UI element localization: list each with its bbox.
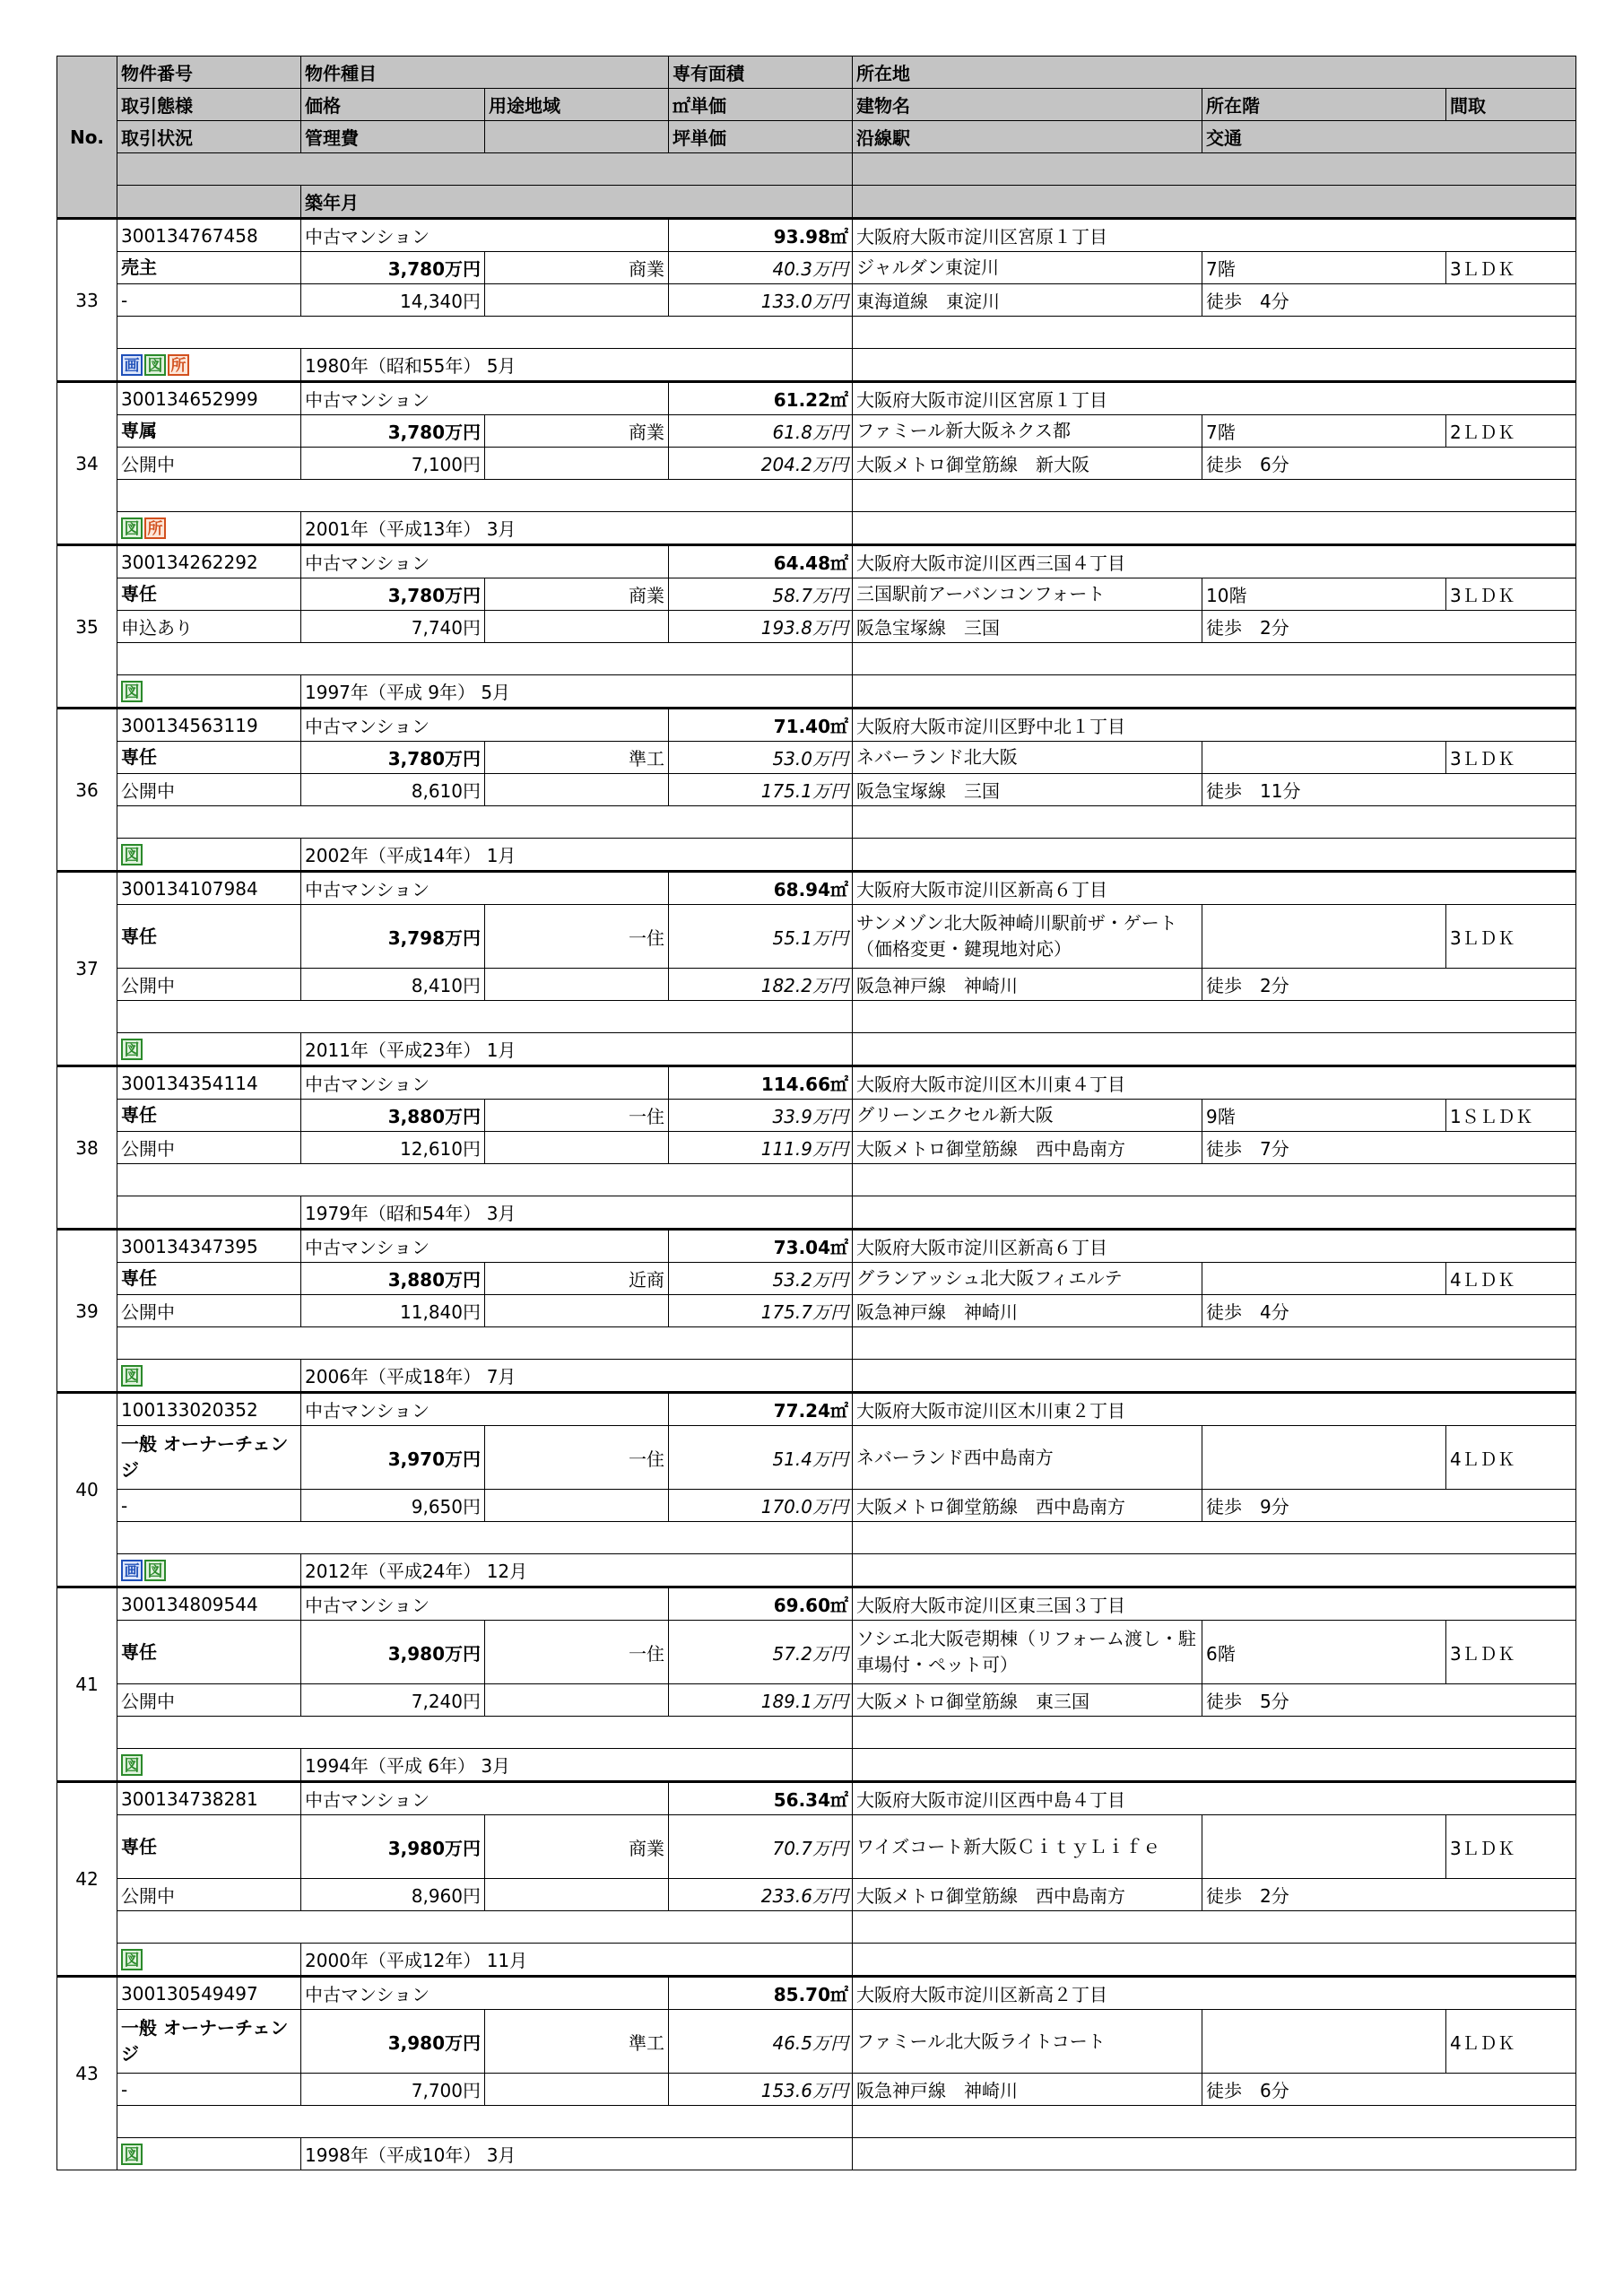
zoning: 近商 [485, 1263, 669, 1295]
price: 3,980万円 [301, 2010, 485, 2074]
address: 大阪府大阪市淀川区新高６丁目 [853, 872, 1576, 905]
header-bukken-shumoku: 物件種目 [301, 57, 669, 89]
transaction-type: 専属 [117, 415, 301, 448]
access: 徒歩 6分 [1202, 448, 1576, 480]
property-row-group [57, 545, 1576, 709]
transaction-type: 一般 オーナーチェンジ [117, 2010, 301, 2074]
station-line: 阪急神戸線 神崎川 [853, 1295, 1202, 1327]
property-id: 300134354114 [117, 1066, 301, 1100]
transaction-status: 公開中 [117, 969, 301, 1001]
address: 大阪府大阪市淀川区新高６丁目 [853, 1230, 1576, 1263]
floor-area: 114.66㎡ [669, 1066, 853, 1100]
attachment-icons [117, 839, 301, 872]
management-fee: 11,840円 [301, 1295, 485, 1327]
header-m2-tanka: ㎡単価 [669, 89, 853, 121]
header-kanrihi: 管理費 [301, 121, 485, 153]
row-number: 42 [57, 1782, 117, 1977]
price-per-m2: 53.2万円 [669, 1263, 853, 1295]
price-per-m2: 70.7万円 [669, 1815, 853, 1879]
attachment-icons [117, 349, 301, 382]
building-name: ワイズコート新大阪ＣｉｔｙＬｉｆｅ [853, 1815, 1202, 1879]
price-per-m2: 58.7万円 [669, 578, 853, 611]
building-name: グリーンエクセル新大阪 [853, 1100, 1202, 1132]
floor-plan: 3ＬＤＫ [1446, 578, 1576, 611]
floor-area: 68.94㎡ [669, 872, 853, 905]
management-fee: 8,410円 [301, 969, 485, 1001]
built-date: 1997年（平成 9年） 5月 [301, 675, 853, 709]
address: 大阪府大阪市淀川区宮原１丁目 [853, 382, 1576, 415]
transaction-type: 専任 [117, 1815, 301, 1879]
floorplan-icon[interactable]: 図 [121, 1365, 143, 1387]
attachment-icons [117, 1944, 301, 1977]
management-fee: 9,650円 [301, 1490, 485, 1522]
property-id: 300134809544 [117, 1587, 301, 1621]
property-listing-table [56, 56, 1576, 2170]
property-row-group [57, 1977, 1576, 2170]
building-name: 三国駅前アーバンコンフォート [853, 578, 1202, 611]
transaction-type: 専任 [117, 1263, 301, 1295]
floor-level: 7階 [1202, 252, 1446, 284]
zoning: 準工 [485, 2010, 669, 2074]
floorplan-icon[interactable]: 図 [121, 1754, 143, 1776]
price-per-m2: 33.9万円 [669, 1100, 853, 1132]
transaction-type: 売主 [117, 252, 301, 284]
price-per-tsubo: 189.1万円 [669, 1684, 853, 1717]
price: 3,780万円 [301, 415, 485, 448]
floorplan-icon[interactable]: 図 [144, 1560, 166, 1581]
transaction-status: 公開中 [117, 1879, 301, 1911]
built-date: 2001年（平成13年） 3月 [301, 512, 853, 545]
transaction-status: 公開中 [117, 448, 301, 480]
station-line: 阪急神戸線 神崎川 [853, 2074, 1202, 2106]
station-line: 大阪メトロ御堂筋線 東三国 [853, 1684, 1202, 1717]
zoning: 商業 [485, 1815, 669, 1879]
location-icon[interactable]: 所 [144, 517, 166, 539]
property-id: 300134347395 [117, 1230, 301, 1263]
management-fee: 7,700円 [301, 2074, 485, 2106]
price-per-tsubo: 204.2万円 [669, 448, 853, 480]
row-number: 37 [57, 872, 117, 1066]
station-line: 阪急宝塚線 三国 [853, 774, 1202, 806]
built-date: 2011年（平成23年） 1月 [301, 1033, 853, 1066]
floorplan-icon[interactable]: 図 [121, 2144, 143, 2165]
price-per-m2: 61.8万円 [669, 415, 853, 448]
floor-plan: 3ＬＤＫ [1446, 905, 1576, 969]
floor-area: 64.48㎡ [669, 545, 853, 578]
row-number: 43 [57, 1977, 117, 2170]
property-type: 中古マンション [301, 872, 669, 905]
management-fee: 7,740円 [301, 611, 485, 643]
transaction-status: - [117, 2074, 301, 2106]
address: 大阪府大阪市淀川区新高２丁目 [853, 1977, 1576, 2010]
transaction-status: 公開中 [117, 774, 301, 806]
property-row-group [57, 1782, 1576, 1977]
zoning: 一住 [485, 905, 669, 969]
property-id: 300134767458 [117, 219, 301, 252]
transaction-status: 公開中 [117, 1295, 301, 1327]
property-id: 300134738281 [117, 1782, 301, 1815]
built-date: 1980年（昭和55年） 5月 [301, 349, 853, 382]
header-kakaku: 価格 [301, 89, 485, 121]
row-number: 40 [57, 1393, 117, 1587]
address: 大阪府大阪市淀川区野中北１丁目 [853, 709, 1576, 742]
row-number: 33 [57, 219, 117, 382]
price: 3,880万円 [301, 1100, 485, 1132]
property-type: 中古マンション [301, 1587, 669, 1621]
floor-area: 85.70㎡ [669, 1977, 853, 2010]
location-icon[interactable]: 所 [168, 354, 189, 376]
header-shozai-kai: 所在階 [1202, 89, 1446, 121]
property-id: 300134107984 [117, 872, 301, 905]
attachment-icons [117, 1554, 301, 1587]
zoning: 商業 [485, 252, 669, 284]
price-per-m2: 57.2万円 [669, 1621, 853, 1684]
header-shozaichi: 所在地 [853, 57, 1576, 89]
price: 3,970万円 [301, 1426, 485, 1490]
floor-area: 77.24㎡ [669, 1393, 853, 1426]
floor-plan: 3ＬＤＫ [1446, 1621, 1576, 1684]
station-line: 東海道線 東淀川 [853, 284, 1202, 317]
floor-area: 61.22㎡ [669, 382, 853, 415]
zoning: 一住 [485, 1621, 669, 1684]
access: 徒歩 2分 [1202, 611, 1576, 643]
property-id: 100133020352 [117, 1393, 301, 1426]
header-ensen-eki: 沿線駅 [853, 121, 1202, 153]
building-name: ジャルダン東淀川 [853, 252, 1202, 284]
floor-plan: 2ＬＤＫ [1446, 415, 1576, 448]
floor-plan: 3ＬＤＫ [1446, 1815, 1576, 1879]
management-fee: 7,100円 [301, 448, 485, 480]
property-type: 中古マンション [301, 545, 669, 578]
header-madori: 間取 [1446, 89, 1576, 121]
header-tatemono-mei: 建物名 [853, 89, 1202, 121]
floor-level [1202, 1263, 1446, 1295]
built-date: 1998年（平成10年） 3月 [301, 2138, 853, 2170]
built-date: 1979年（昭和54年） 3月 [301, 1196, 853, 1230]
price-per-tsubo: 175.1万円 [669, 774, 853, 806]
property-type: 中古マンション [301, 382, 669, 415]
address: 大阪府大阪市淀川区宮原１丁目 [853, 219, 1576, 252]
price-per-tsubo: 182.2万円 [669, 969, 853, 1001]
price: 3,780万円 [301, 742, 485, 774]
access: 徒歩 6分 [1202, 2074, 1576, 2106]
transaction-type: 専任 [117, 742, 301, 774]
price-per-tsubo: 111.9万円 [669, 1132, 853, 1164]
price: 3,780万円 [301, 252, 485, 284]
access: 徒歩 2分 [1202, 969, 1576, 1001]
building-name: ファミール北大阪ライトコート [853, 2010, 1202, 2074]
attachment-icons [117, 2138, 301, 2170]
floor-level: 7階 [1202, 415, 1446, 448]
property-id: 300134262292 [117, 545, 301, 578]
image-icon[interactable]: 画 [121, 1560, 143, 1581]
floor-plan: 4ＬＤＫ [1446, 1263, 1576, 1295]
floor-plan: 3ＬＤＫ [1446, 742, 1576, 774]
floorplan-icon[interactable]: 図 [121, 1039, 143, 1060]
attachment-icons [117, 1749, 301, 1782]
attachment-icons [117, 1196, 301, 1230]
management-fee: 8,610円 [301, 774, 485, 806]
attachment-icons [117, 512, 301, 545]
building-name: ファミール新大阪ネクス都 [853, 415, 1202, 448]
property-type: 中古マンション [301, 1230, 669, 1263]
price: 3,798万円 [301, 905, 485, 969]
floor-plan: 4ＬＤＫ [1446, 2010, 1576, 2074]
transaction-status: - [117, 284, 301, 317]
access: 徒歩 11分 [1202, 774, 1576, 806]
address: 大阪府大阪市淀川区東三国３丁目 [853, 1587, 1576, 1621]
price-per-tsubo: 133.0万円 [669, 284, 853, 317]
price: 3,780万円 [301, 578, 485, 611]
row-number: 35 [57, 545, 117, 709]
built-date: 2002年（平成14年） 1月 [301, 839, 853, 872]
header-yoto-chiiki: 用途地域 [485, 89, 669, 121]
built-date: 2006年（平成18年） 7月 [301, 1360, 853, 1393]
header-tsubo-tanka: 坪単価 [669, 121, 853, 153]
property-id: 300134652999 [117, 382, 301, 415]
property-row-group [57, 382, 1576, 545]
transaction-status: 公開中 [117, 1132, 301, 1164]
floor-level [1202, 1815, 1446, 1879]
price: 3,980万円 [301, 1815, 485, 1879]
property-id: 300130549497 [117, 1977, 301, 2010]
attachment-icons [117, 675, 301, 709]
built-date: 2000年（平成12年） 11月 [301, 1944, 853, 1977]
property-row-group [57, 872, 1576, 1066]
header-kotsu: 交通 [1202, 121, 1576, 153]
property-type: 中古マンション [301, 219, 669, 252]
price-per-m2: 51.4万円 [669, 1426, 853, 1490]
floor-level [1202, 905, 1446, 969]
building-name: ソシエ北大阪壱期棟（リフォーム渡し・駐車場付・ペット可） [853, 1621, 1202, 1684]
zoning: 商業 [485, 415, 669, 448]
property-row-group [57, 219, 1576, 382]
property-type: 中古マンション [301, 709, 669, 742]
price-per-m2: 55.1万円 [669, 905, 853, 969]
management-fee: 8,960円 [301, 1879, 485, 1911]
floor-area: 93.98㎡ [669, 219, 853, 252]
row-number: 38 [57, 1066, 117, 1230]
station-line: 阪急神戸線 神崎川 [853, 969, 1202, 1001]
built-date: 2012年（平成24年） 12月 [301, 1554, 853, 1587]
transaction-type: 専任 [117, 578, 301, 611]
price: 3,980万円 [301, 1621, 485, 1684]
price-per-tsubo: 233.6万円 [669, 1879, 853, 1911]
address: 大阪府大阪市淀川区木川東４丁目 [853, 1066, 1576, 1100]
transaction-status: 申込あり [117, 611, 301, 643]
floor-area: 71.40㎡ [669, 709, 853, 742]
price-per-tsubo: 193.8万円 [669, 611, 853, 643]
access: 徒歩 4分 [1202, 1295, 1576, 1327]
image-icon[interactable]: 画 [121, 354, 143, 376]
access: 徒歩 4分 [1202, 284, 1576, 317]
access: 徒歩 7分 [1202, 1132, 1576, 1164]
row-number: 36 [57, 709, 117, 872]
property-row-group [57, 1066, 1576, 1230]
address: 大阪府大阪市淀川区木川東２丁目 [853, 1393, 1576, 1426]
property-row-group [57, 1587, 1576, 1782]
floor-level [1202, 1426, 1446, 1490]
floor-plan: 1ＳＬＤＫ [1446, 1100, 1576, 1132]
building-name: ネバーランド西中島南方 [853, 1426, 1202, 1490]
row-number: 39 [57, 1230, 117, 1393]
management-fee: 12,610円 [301, 1132, 485, 1164]
transaction-type: 専任 [117, 1100, 301, 1132]
price-per-tsubo: 175.7万円 [669, 1295, 853, 1327]
built-date: 1994年（平成 6年） 3月 [301, 1749, 853, 1782]
transaction-status: - [117, 1490, 301, 1522]
property-type: 中古マンション [301, 1066, 669, 1100]
management-fee: 14,340円 [301, 284, 485, 317]
building-name: サンメゾン北大阪神崎川駅前ザ・ゲート（価格変更・鍵現地対応） [853, 905, 1202, 969]
zoning: 一住 [485, 1100, 669, 1132]
header-torihiki-taiyo: 取引態様 [117, 89, 301, 121]
price-per-m2: 53.0万円 [669, 742, 853, 774]
floorplan-icon[interactable]: 図 [121, 517, 143, 539]
floor-level [1202, 2010, 1446, 2074]
transaction-type: 専任 [117, 905, 301, 969]
address: 大阪府大阪市淀川区西中島４丁目 [853, 1782, 1576, 1815]
property-row-group [57, 1230, 1576, 1393]
property-row-group [57, 709, 1576, 872]
station-line: 大阪メトロ御堂筋線 西中島南方 [853, 1879, 1202, 1911]
floor-plan: 4ＬＤＫ [1446, 1426, 1576, 1490]
attachment-icons [117, 1033, 301, 1066]
floorplan-icon[interactable]: 図 [121, 1949, 143, 1970]
price: 3,880万円 [301, 1263, 485, 1295]
floorplan-icon[interactable]: 図 [121, 681, 143, 702]
station-line: 大阪メトロ御堂筋線 西中島南方 [853, 1490, 1202, 1522]
row-number: 34 [57, 382, 117, 545]
price-per-tsubo: 170.0万円 [669, 1490, 853, 1522]
building-name: ネバーランド北大阪 [853, 742, 1202, 774]
floor-level [1202, 742, 1446, 774]
floor-level: 9階 [1202, 1100, 1446, 1132]
station-line: 大阪メトロ御堂筋線 西中島南方 [853, 1132, 1202, 1164]
zoning: 準工 [485, 742, 669, 774]
access: 徒歩 5分 [1202, 1684, 1576, 1717]
floorplan-icon[interactable]: 図 [144, 354, 166, 376]
floor-area: 56.34㎡ [669, 1782, 853, 1815]
station-line: 阪急宝塚線 三国 [853, 611, 1202, 643]
access: 徒歩 2分 [1202, 1879, 1576, 1911]
header-torihiki-jokyo: 取引状況 [117, 121, 301, 153]
transaction-type: 一般 オーナーチェンジ [117, 1426, 301, 1490]
header-no: No. [57, 57, 117, 219]
header-bukken-bango: 物件番号 [117, 57, 301, 89]
floor-plan: 3ＬＤＫ [1446, 252, 1576, 284]
property-type: 中古マンション [301, 1782, 669, 1815]
floor-area: 73.04㎡ [669, 1230, 853, 1263]
transaction-type: 専任 [117, 1621, 301, 1684]
zoning: 一住 [485, 1426, 669, 1490]
property-id: 300134563119 [117, 709, 301, 742]
address: 大阪府大阪市淀川区西三国４丁目 [853, 545, 1576, 578]
price-per-m2: 40.3万円 [669, 252, 853, 284]
management-fee: 7,240円 [301, 1684, 485, 1717]
floorplan-icon[interactable]: 図 [121, 844, 143, 865]
floor-level: 6階 [1202, 1621, 1446, 1684]
attachment-icons [117, 1360, 301, 1393]
station-line: 大阪メトロ御堂筋線 新大阪 [853, 448, 1202, 480]
access: 徒歩 9分 [1202, 1490, 1576, 1522]
header-senyu-menseki: 専有面積 [669, 57, 853, 89]
property-type: 中古マンション [301, 1977, 669, 2010]
zoning: 商業 [485, 578, 669, 611]
price-per-m2: 46.5万円 [669, 2010, 853, 2074]
building-name: グランアッシュ北大阪フィエルテ [853, 1263, 1202, 1295]
table-header [57, 57, 1576, 219]
property-row-group [57, 1393, 1576, 1587]
row-number: 41 [57, 1587, 117, 1782]
floor-area: 69.60㎡ [669, 1587, 853, 1621]
header-chikunen: 築年月 [301, 186, 853, 219]
price-per-tsubo: 153.6万円 [669, 2074, 853, 2106]
floor-level: 10階 [1202, 578, 1446, 611]
transaction-status: 公開中 [117, 1684, 301, 1717]
property-type: 中古マンション [301, 1393, 669, 1426]
